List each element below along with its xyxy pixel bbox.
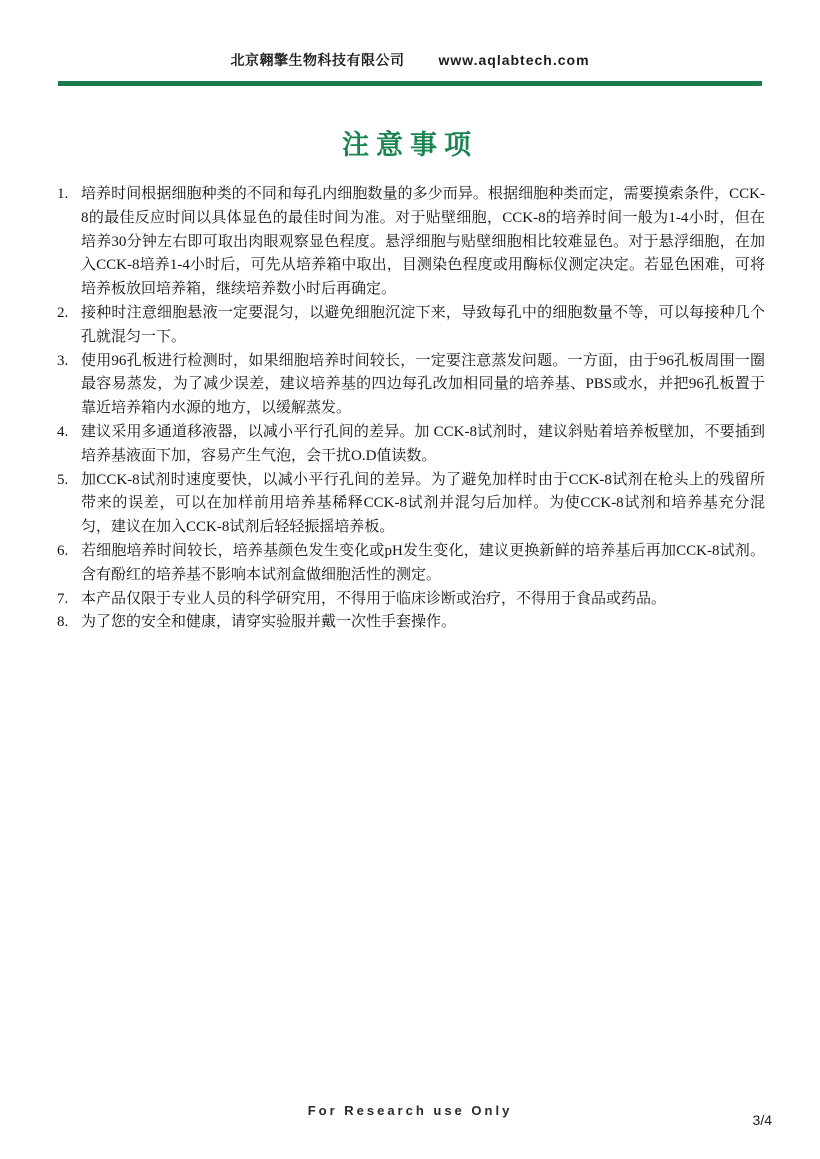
- note-item-7: [57, 588, 765, 612]
- note-item-6: [57, 540, 765, 588]
- note-text: 本产品仅限于专业人员的科学研究用，不得用于临床诊断或治疗，不得用于食品或药品。: [81, 590, 667, 607]
- note-number: 6.: [57, 542, 69, 559]
- note-text: 培养时间根据细胞种类的不同和每孔内细胞数量的多少而异。根据细胞种类而定，需要摸索条件，CCK-8的最佳反应时间以具体显色的最佳时间为准。对于贴壁细胞，CCK-8的培养时间一般为1-4小时，但在培养30分钟左右即可取出肉眼观察显色程度。悬浮细胞与贴壁细胞相比较难显色。对于悬浮细胞，在加入CCK-8培养1-4小时后，可先从培养箱中取出，目测染色程度或用酶标仪测定决定。若显色困难，可将培养板放回培养箱，继续培养数小时后再确定。: [81, 186, 765, 298]
- company-website: www.aqlabtech.com: [438, 52, 590, 68]
- research-use-note: For Research use Only: [307, 1103, 513, 1118]
- page-header: [0, 0, 820, 70]
- note-number: 4.: [57, 423, 69, 440]
- note-number: 2.: [57, 304, 69, 321]
- note-text: 建议采用多通道移液器，以减小平行孔间的差异。加 CCK-8试剂时，建议斜贴着培养板壁加，不要插到培养基液面下加，容易产生气泡，会干扰O.D值读数。: [81, 423, 765, 464]
- note-number: 1.: [57, 186, 69, 202]
- page-title: 注意事项: [342, 130, 478, 160]
- note-text: 加CCK-8试剂时速度要快，以减小平行孔间的差异。为了避免加样时由于CCK-8试剂在枪头上的残留所带来的误差，可以在加样前用培养基稀释CCK-8试剂并混匀后加样。为使CCK-8试剂和培养基充分混匀，建议在加入CCK-8试剂后轻轻振摇培养板。: [81, 471, 765, 536]
- note-item-1: [57, 183, 765, 302]
- note-item-8: [57, 611, 765, 635]
- note-number: 7.: [57, 590, 69, 607]
- note-number: 5.: [57, 471, 69, 488]
- note-text: 接种时注意细胞悬液一定要混匀，以避免细胞沉淀下来，导致每孔中的细胞数量不等，可以每接种几个孔就混匀一下。: [81, 304, 765, 345]
- page-number: 3/4: [752, 1112, 772, 1128]
- note-number: 3.: [57, 352, 69, 369]
- notes-list: [57, 183, 765, 635]
- header-divider: [58, 81, 762, 86]
- note-text: 使用96孔板进行检测时，如果细胞培养时间较长，一定要注意蒸发问题。一方面，由于96孔板周围一圈最容易蒸发，为了减少误差，建议培养基的四边每孔改加相同量的培养基、PBS或水，并把96孔板置于靠近培养箱内水源的地方，以缓解蒸发。: [81, 352, 765, 417]
- note-text: 若细胞培养时间较长，培养基颜色发生变化或pH发生变化，建议更换新鲜的培养基后再加CCK-8试剂。含有酚红的培养基不影响本试剂盒做细胞活性的测定。: [81, 542, 765, 583]
- note-item-5: [57, 469, 765, 540]
- note-item-2: [57, 302, 765, 350]
- company-name: 北京翱擎生物科技有限公司: [230, 52, 405, 68]
- note-item-3: [57, 350, 765, 421]
- note-text: 为了您的安全和健康，请穿实验服并戴一次性手套操作。: [81, 614, 457, 631]
- note-number: 8.: [57, 614, 69, 631]
- note-item-4: [57, 421, 765, 469]
